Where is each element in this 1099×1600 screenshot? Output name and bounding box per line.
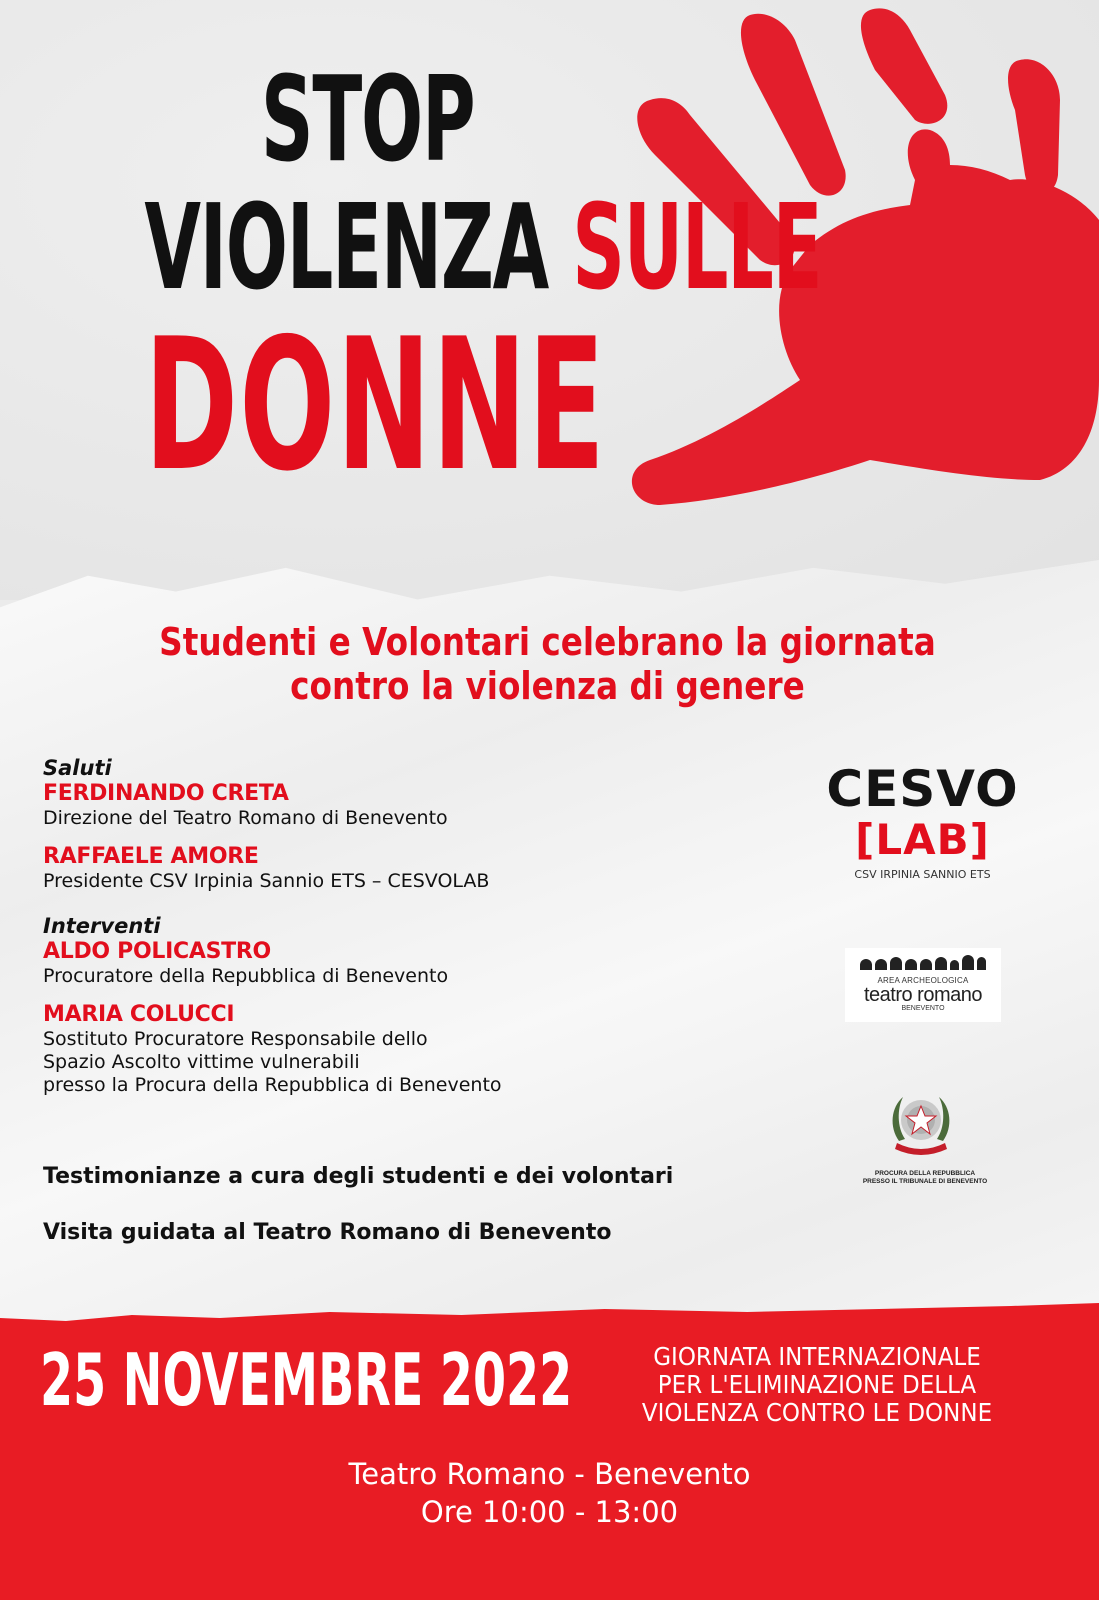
- headline-sulle: SULLE: [572, 178, 822, 316]
- day-title-line-3: VIOLENZA CONTRO LE DONNE: [641, 1398, 993, 1427]
- teatro-area-label: AREA ARCHEOLOGICA: [877, 976, 969, 985]
- headline: [144, 50, 822, 511]
- day-title-line-1: GIORNATA INTERNAZIONALE: [653, 1342, 981, 1371]
- headline-line-stop: STOP: [260, 50, 475, 188]
- interventi-label: Interventi: [43, 914, 161, 938]
- testimonianze-note: Testimonianze a cura degli studenti e dei volontari: [43, 1164, 674, 1189]
- teatro-romano-logo: [845, 948, 1001, 1022]
- arches-icon: [845, 954, 1001, 970]
- venue-location: Teatro Romano - Benevento: [348, 1457, 751, 1491]
- program: [43, 755, 803, 1111]
- procura-line-1: PROCURA DELLA REPUBBLICA: [874, 1170, 976, 1177]
- speaker-role: Procuratore della Repubblica di Benevento: [43, 965, 449, 987]
- event-hours: Ore 10:00 - 13:00: [420, 1495, 679, 1529]
- speaker: [43, 844, 803, 893]
- day-title-line-2: PER L'ELIMINAZIONE DELLA: [657, 1370, 977, 1399]
- speaker: [43, 1002, 803, 1097]
- saluti-label: Saluti: [43, 756, 112, 780]
- event-date: 25 NOVEMBRE 2022: [40, 1338, 573, 1422]
- speaker-name: MARIA COLUCCI: [43, 1002, 235, 1027]
- subtitle: [75, 620, 1020, 708]
- speaker-name: RAFFAELE AMORE: [43, 844, 259, 869]
- speaker-role: Spazio Ascolto vittime vulnerabili: [43, 1051, 360, 1073]
- international-day-title: [610, 1343, 1024, 1427]
- teatro-wordmark: teatro romano: [863, 984, 982, 1006]
- speaker-name: FERDINANDO CRETA: [43, 781, 289, 806]
- speaker-role: Direzione del Teatro Romano di Benevento: [43, 807, 448, 829]
- venue-info: [0, 1455, 1099, 1531]
- teatro-city: BENEVENTO: [901, 1005, 945, 1012]
- headline-violenza: VIOLENZA: [144, 178, 549, 316]
- speaker-role: presso la Procura della Repubblica di Benevento: [43, 1074, 502, 1096]
- speaker-name: ALDO POLICASTRO: [43, 939, 271, 964]
- procura-line-2: PRESSO IL TRIBUNALE DI BENEVENTO: [862, 1178, 988, 1185]
- cesvolab-logo: [815, 762, 1030, 881]
- procura-label: [850, 1170, 1000, 1186]
- subtitle-line-1: Studenti e Volontari celebrano la giornata: [159, 620, 936, 664]
- speaker-role: Presidente CSV Irpinia Sannio ETS – CESVOLAB: [43, 870, 490, 892]
- subtitle-line-2: contro la violenza di genere: [290, 664, 805, 708]
- speaker: [43, 781, 803, 830]
- lab-wordmark: [LAB]: [855, 815, 990, 864]
- speaker: [43, 939, 803, 988]
- visita-guidata-note: Visita guidata al Teatro Romano di Benevento: [43, 1220, 612, 1245]
- headline-line-donne: DONNE: [144, 299, 607, 511]
- cesvo-wordmark: CESVO: [826, 760, 1019, 818]
- italian-republic-emblem-icon: [885, 1087, 957, 1159]
- cesvo-tagline: CSV IRPINIA SANNIO ETS: [854, 868, 991, 881]
- headline-line-violenza: [144, 178, 822, 316]
- speaker-role: Sostituto Procuratore Responsabile dello: [43, 1028, 428, 1050]
